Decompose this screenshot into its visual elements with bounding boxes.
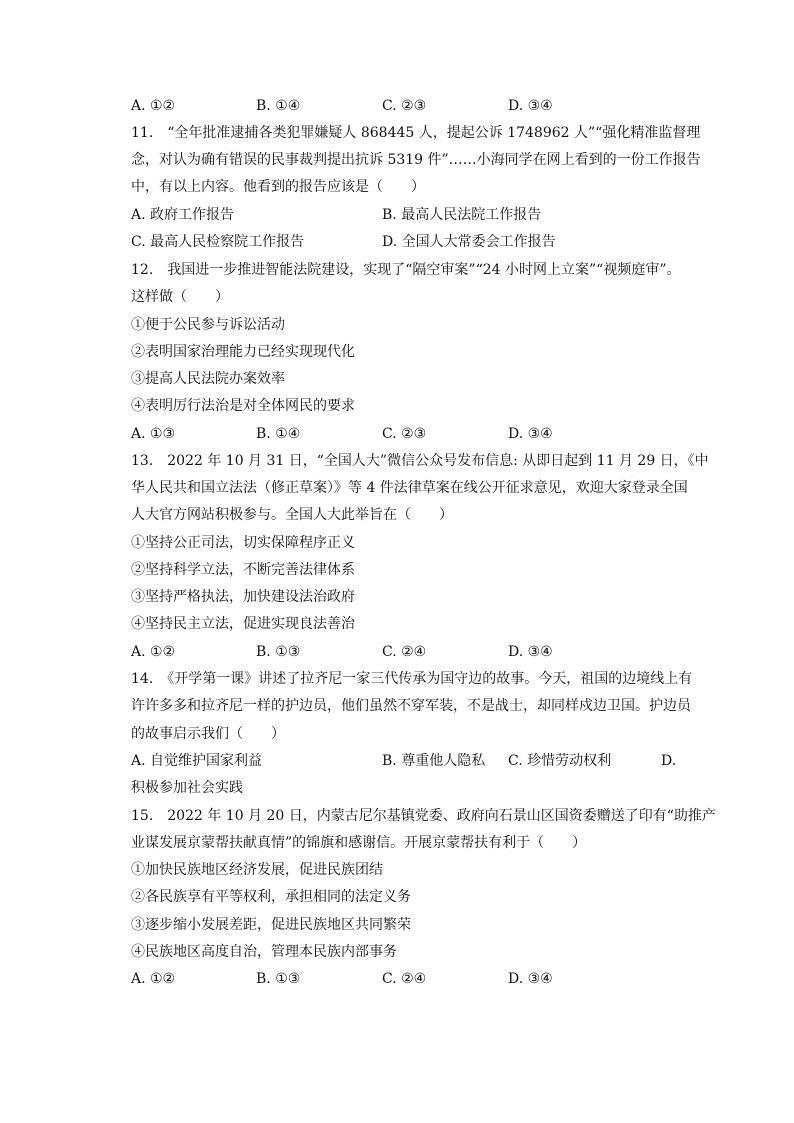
q13-stem-line-3: 人大官方网站积极参与。全国人大此举旨在（ ） [131, 507, 453, 523]
q15-item-3: ③逐步缩小发展差距，促进民族地区共同繁荣 [131, 917, 411, 933]
q12-item-4: ④表明厉行法治是对全体网民的要求 [131, 398, 355, 414]
q15-item-4: ④民族地区高度自治，管理本民族内部事务 [131, 944, 397, 960]
q11-option-a: A. 政府工作报告 [131, 207, 235, 223]
q12-stem-line-2: 这样做（ ） [131, 289, 229, 305]
q12-option-c: C. ②③ [382, 426, 427, 442]
q13-option-b: B. ①③ [256, 644, 301, 660]
q15-stem-line-2: 业谋发展京蒙帮扶献真情”的锦旗和感谢信。开展京蒙帮扶有利于（ ） [131, 835, 587, 851]
q14-option-b: B. 尊重他人隐私 [382, 753, 486, 769]
q11-option-b: B. 最高人民法院工作报告 [382, 207, 542, 223]
q15-option-b: B. ①③ [256, 971, 301, 987]
q10-option-b: B. ①④ [256, 98, 301, 114]
q12-options [131, 424, 691, 444]
q13-item-4: ④坚持民主立法，促进实现良法善治 [131, 616, 355, 632]
q15-option-a: A. ①② [131, 971, 176, 987]
q15-option-c: C. ②④ [382, 971, 427, 987]
q15-options [131, 969, 691, 989]
q14-stem-line-2: 许许多多和拉齐尼一样的护边员，他们虽然不穿军装，不是战士，却同样戍边卫国。护边员 [131, 698, 691, 714]
q13-item-2: ②坚持科学立法，不断完善法律体系 [131, 562, 355, 578]
q14-option-a: A. 自觉维护国家利益 [131, 753, 263, 769]
q11-option-c: C. 最高人民检察院工作报告 [131, 234, 305, 250]
q10-options [131, 96, 691, 116]
q10-option-d: D. ③④ [508, 98, 553, 114]
q13-stem-line-1: 13. 2022 年 10 月 31 日，“全国人大”微信公众号发布信息: 从即日起到 11 月 29 日，《中 [131, 453, 709, 469]
q15-option-d: D. ③④ [508, 971, 553, 987]
q11-options-row-1 [131, 205, 691, 225]
q15-item-2: ②各民族享有平等权利，承担相同的法定义务 [131, 889, 411, 905]
q11-stem-line-3: 中，有以上内容。他看到的报告应该是（ ） [131, 179, 425, 195]
q12-option-a: A. ①③ [131, 426, 176, 442]
q14-option-c: C. 珍惜劳动权利 [508, 753, 612, 769]
q15-stem-line-1: 15. 2022 年 10 月 20 日，内蒙古尼尔基镇党委、政府向石景山区国资委赠送了印有“助推产 [131, 808, 716, 824]
q13-option-c: C. ②④ [382, 644, 427, 660]
q10-option-a: A. ①② [131, 98, 176, 114]
q12-item-2: ②表明国家治理能力已经实现现代化 [131, 344, 355, 360]
q15-item-1: ①加快民族地区经济发展，促进民族团结 [131, 862, 383, 878]
q11-option-d: D. 全国人大常委会工作报告 [382, 234, 556, 250]
q13-item-3: ③坚持严格执法，加快建设法治政府 [131, 589, 355, 605]
q13-stem-line-2: 华人民共和国立法法（修正草案）》等 4 件法律草案在线公开征求意见，欢迎大家登录全国 [131, 480, 688, 496]
q12-option-d: D. ③④ [508, 426, 553, 442]
q11-options-row-2 [131, 232, 691, 252]
q10-option-c: C. ②③ [382, 98, 427, 114]
q12-stem-line-1: 12. 我国进一步推进智能法院建设，实现了“隔空审案”“24 小时网上立案”“视频庭审”。 [131, 262, 681, 278]
q14-options [131, 751, 691, 771]
q13-option-d: D. ③④ [508, 644, 553, 660]
q12-item-3: ③提高人民法院办案效率 [131, 371, 285, 387]
q13-options [131, 642, 691, 662]
q12-item-1: ①便于公民参与诉讼活动 [131, 317, 285, 333]
q13-option-a: A. ①② [131, 644, 176, 660]
q14-option-d-text: 积极参加社会实践 [131, 780, 243, 796]
q14-stem-line-3: 的故事启示我们（ ） [131, 726, 285, 742]
q14-option-d: D. [661, 753, 677, 769]
q13-item-1: ①坚持公正司法，切实保障程序正义 [131, 535, 355, 551]
q12-option-b: B. ①④ [256, 426, 301, 442]
q11-stem-line-2: 念，对认为确有错误的民事裁判提出抗诉 5319 件”……小海同学在网上看到的一份工作报告 [131, 152, 701, 168]
q14-stem-line-1: 14. 《开学第一课》讲述了拉齐尼一家三代传承为国守边的故事。今天，祖国的边境线上有 [131, 671, 693, 687]
q11-stem-line-1: 11. “全年批准逮捕各类犯罪嫌疑人 868445 人，提起公诉 1748962 人”“强化精准监督理 [131, 125, 701, 141]
